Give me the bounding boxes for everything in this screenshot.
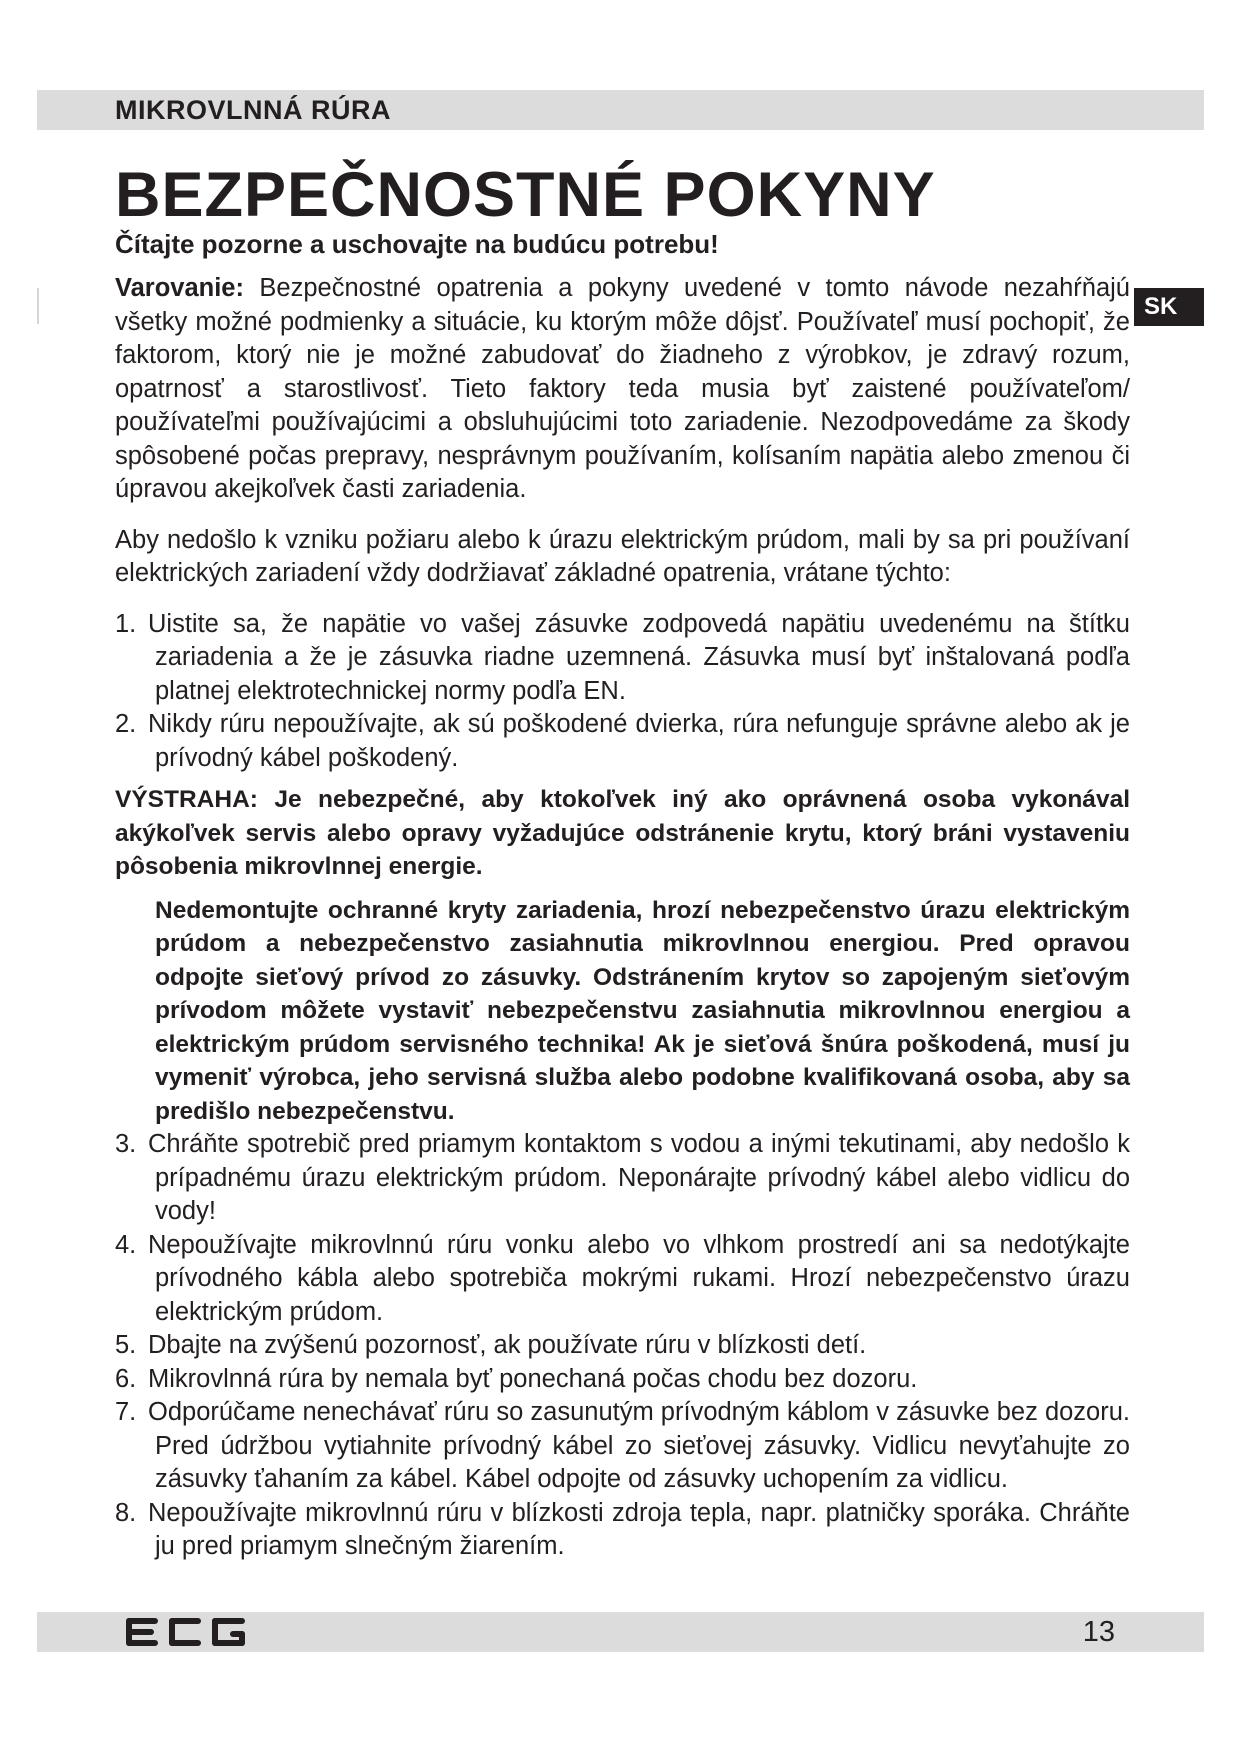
list-item: [115, 708, 1130, 775]
precautions-paragraph: Aby nedošlo k vzniku požiaru alebo k úrazu elektrickým prúdom, mali by sa pri používaní elektrických zariadení vždy dodržiavať základné opatrenia, vrátane týchto:: [115, 525, 1130, 587]
list-item-text: Nikdy rúru nepoužívajte, ak sú poškodené dvierka, rúra nefunguje správne alebo ak je prívodný kábel poškodený.: [148, 710, 1130, 772]
warning-text: Bezpečnostné opatrenia a pokyny uvedené v tomto návode nezahŕňajú všetky možné podmienky a situácie, ku ktorým môže dôjsť. Používateľ musí pochopiť, že faktorom, ktorý nie je možné zabudovať do žiadneho z výrobkov, je zdravý rozum, opatrnosť a starostlivosť. Tieto faktory teda musia byť zaistené používateľom/ používateľmi používajúcimi a obsluhujúcimi toto zariadenie. Nezodpovedáme za škody spôsobené počas prepravy, nesprávnym používaním, kolísaním napätia alebo zmenou či úpravou akejkoľvek časti zariadenia.: [115, 274, 1130, 503]
list-item-text: Mikrovlnná rúra by nemala byť ponechaná počas chodu bez dozoru.: [148, 1364, 918, 1393]
list-item-text: Dbajte na zvýšenú pozornosť, ak používate rúru v blízkosti detí.: [148, 1331, 867, 1359]
warning-detail: Nedemontujte ochranné kryty zariadenia, hrozí nebezpečenstvo úrazu elektrickým prúdom a nebezpečenstvo zasiahnutia mikrovlnnou energiou. Pred opravou odpojte sieťový prívod zo zásuvky. Odstránením krytov so zapojeným sieťovým prívodom môžete vystaviť nebezpečenstvu zasiahnutia mikrovlnnou energiou a elektrickým prúdom servisného technika! Ak je sieťová šnúra poškodená, musí ju vymeniť výrobca, jeho servisná služba alebo podobne kvalifikovaná osoba, aby sa predišlo nebezpečenstvu.: [155, 896, 1130, 1125]
list-item: [115, 1396, 1130, 1497]
section-label: MIKROVLNNÁ RÚRA: [115, 95, 391, 125]
margin-mark: [37, 288, 39, 324]
language-tab: SK: [1134, 288, 1204, 326]
list-item: [115, 1497, 1130, 1564]
list-item-number: 4.: [115, 1230, 137, 1259]
subtitle: Čítajte pozorne a uschovajte na budúcu potrebu!: [115, 229, 719, 259]
safety-list-b: [115, 1128, 1130, 1564]
list-item-text: Chráňte spotrebič pred priamym kontaktom s vodou a inými tekutinami, aby nedošlo k prípadnému úrazu elektrickým prúdom. Neponárajte prívodný kábel alebo vidlicu do vody!: [148, 1130, 1130, 1225]
list-item: [115, 608, 1130, 709]
ecg-logo: [126, 1618, 246, 1646]
list-item-number: 8.: [115, 1498, 137, 1527]
list-item-text: Odporúčame nenechávať rúru so zasunutým prívodným káblom v zásuvke bez dozoru. Pred údržbou vytiahnite prívodný kábel zo sieťovej zásuvky. Vidlicu nevyťahujte zo zásuvky ťahaním za kábel. Kábel odpojte od zásuvky uchopením za vidlicu.: [148, 1398, 1130, 1493]
page-number: 13: [1082, 1616, 1115, 1648]
list-item-text: Nepoužívajte mikrovlnnú rúru vonku alebo vo vlhkom prostredí ani sa nedotýkajte prívodného kábla alebo spotrebiča mokrými rukami. Hrozí nebezpečenstvo úrazu elektrickým prúdom.: [148, 1230, 1130, 1326]
list-item: [115, 1229, 1130, 1330]
warning-block: VÝSTRAHA: Je nebezpečné, aby ktokoľvek iný ako oprávnená osoba vykonával akýkoľvek servis alebo opravy vyžadujúce odstránenie krytu, ktorý bráni vystaveniu pôsobenia mikrovlnnej energie.: [115, 786, 1130, 880]
list-item-text: Nepoužívajte mikrovlnnú rúru v blízkosti zdroja tepla, napr. platničky sporáka. Chráňte ju pred priamym slnečným žiarením.: [148, 1498, 1130, 1560]
safety-list-a: [115, 608, 1130, 776]
page-title: BEZPEČNOSTNÉ POKYNY: [115, 160, 936, 230]
content-body: [115, 272, 1130, 1564]
list-item: [115, 1363, 1130, 1397]
intro-paragraph: [115, 272, 1130, 507]
list-item: [115, 1128, 1130, 1229]
list-item-text: Uistite sa, že napätie vo vašej zásuvke zodpovedá napätiu uvedenému na štítku zariadenia a že je zásuvka riadne uzemnená. Zásuvka musí byť inštalovaná podľa platnej elektrotechnickej normy podľa EN.: [148, 609, 1130, 705]
list-item-number: 2.: [115, 710, 137, 738]
list-item-number: 3.: [115, 1130, 137, 1158]
list-item-number: 7.: [115, 1398, 137, 1426]
list-item-number: 5.: [115, 1331, 137, 1359]
warning-label: Varovanie:: [115, 274, 244, 302]
list-item-number: 6.: [115, 1364, 137, 1393]
list-item: [115, 1329, 1130, 1363]
list-item-number: 1.: [115, 609, 137, 638]
